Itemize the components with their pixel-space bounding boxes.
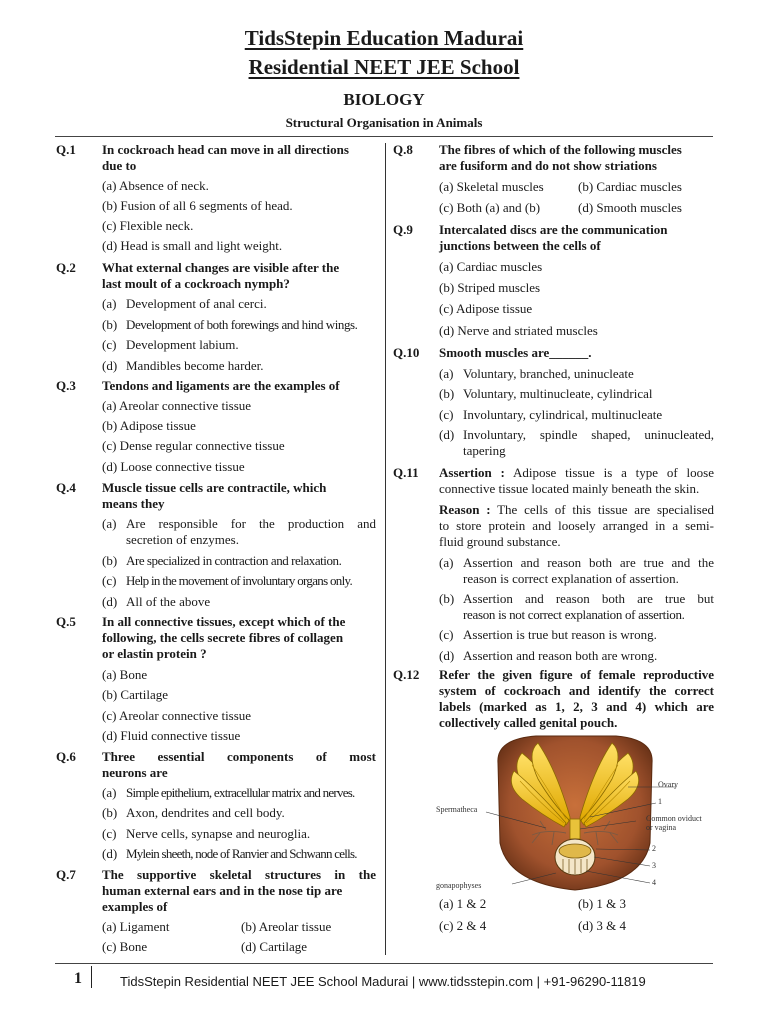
question-number: Q.6 [56,749,76,764]
footer-contact: TidsStepin Residential NEET JEE School Madurai | www.tidsstepin.com | +91-96290-11819 [120,974,646,989]
option-b: (b) Cardiac muscles [578,179,682,194]
option-a: (a) Areolar connective tissue [102,398,252,413]
option-d: Mandibles become harder. [126,358,264,373]
label-oviduct: Common oviduct [646,814,702,823]
option-b: (b) Fusion of all 6 segments of head. [102,198,293,213]
option-a: Simple epithelium, extracellular matrix and nerves. [126,785,355,800]
option-label: (d) [102,594,118,609]
question-text: means they [102,496,165,511]
option-label: (b) [102,805,118,820]
header-rule [55,136,713,137]
assertion-label: Assertion : [439,465,505,480]
assertion-text: connective tissue located mainly beneath the skin. [439,481,700,496]
footer-rule [55,963,713,964]
option-c: Help in the movement of involuntary organs only. [126,573,352,588]
option-label: (d) [102,358,118,373]
question-text: Muscle tissue cells are contractile, which [102,480,327,495]
question-text: following, the cells secrete fibres of collagen [102,630,344,645]
question-text: What external changes are visible after the [102,260,340,275]
option-a: Voluntary, branched, uninucleate [463,366,634,381]
question-text: Tendons and ligaments are the examples of [102,378,340,393]
question-text: In cockroach head can move in all directions [102,142,349,157]
option-label: (b) [439,591,455,606]
option-c: Assertion is true but reason is wrong. [463,627,657,642]
option-a: Development of anal cerci. [126,296,267,311]
question-text: or elastin protein ? [102,646,207,661]
reason-text: to store protein and loosely arranged in a semi- [439,518,714,533]
option-d: (d) Cartilage [241,939,308,954]
reason-label: Reason : [439,502,491,517]
option-label: (a) [439,366,454,381]
option-label: (d) [439,648,455,663]
assertion-line [439,465,714,482]
option-a-cont: secretion of enzymes. [126,532,239,547]
label-4: 4 [652,878,656,887]
option-label: (c) [439,407,454,422]
question-text: Refer the given figure of female reproductive [439,667,714,682]
reason-text: fluid ground substance. [439,534,561,549]
question-number: Q.10 [393,345,420,360]
option-d: (d) Head is small and light weight. [102,238,283,253]
question-number: Q.4 [56,480,76,495]
question-text: last moult of a cockroach nymph? [102,276,290,291]
option-a: Are responsible for the production and [126,516,376,531]
option-label: (d) [439,427,455,442]
question-number: Q.2 [56,260,76,275]
topic-title: Structural Organisation in Animals [285,115,483,130]
option-c: (c) Adipose tissue [439,301,533,316]
question-number: Q.9 [393,222,413,237]
option-c: (c) 2 & 4 [439,918,487,933]
option-b: Voluntary, multinucleate, cylindrical [463,386,653,401]
option-label: (a) [102,296,117,311]
option-b: Are specialized in contraction and relaxation. [126,553,342,568]
label-gonapophyses: gonapophyses [436,881,482,890]
cockroach-reproductive-figure [436,733,714,891]
question-text: neurons are [102,765,168,780]
question-text: are fusiform and do not show striations [439,158,657,173]
label-spermatheca: Spermatheca [436,805,478,814]
option-label: (a) [102,516,117,531]
question-number: Q.1 [56,142,76,157]
option-c: (c) Dense regular connective tissue [102,438,285,453]
option-a: (a) 1 & 2 [439,896,487,911]
option-a: Assertion and reason both are true and the [463,555,714,570]
question-text: due to [102,158,137,173]
option-label: (c) [102,573,117,588]
option-label: (b) [439,386,455,401]
institution-name: TidsStepin Education Madurai [244,26,524,50]
option-b: (b) 1 & 3 [578,896,627,911]
option-label: (c) [439,627,454,642]
option-d: (d) 3 & 4 [578,918,627,933]
option-d: (d) Smooth muscles [578,200,682,215]
option-d: Mylein sheeth, node of Ranvier and Schwann cells. [126,846,357,861]
option-b: (b) Cartilage [102,687,169,702]
label-ovary: Ovary [658,780,678,789]
option-c: (c) Both (a) and (b) [439,200,541,215]
option-label: (a) [102,785,117,800]
question-text: labels (marked as 1, 2, 3 and 4) which are [439,699,714,714]
question-text: In all connective tissues, except which of the [102,614,346,629]
subject-title: BIOLOGY [343,90,425,109]
option-label: (c) [102,337,117,352]
question-number: Q.11 [393,465,419,480]
question-text: junctions between the cells of [439,238,601,253]
school-name: Residential NEET JEE School [248,55,520,79]
option-d: Assertion and reason both are wrong. [463,648,658,663]
option-label: (a) [439,555,454,570]
question-text: Smooth muscles are______. [439,345,592,360]
option-d: (d) Nerve and striated muscles [439,323,598,338]
option-b-cont: reason is not correct explanation of assertion. [463,607,685,622]
label-2: 2 [652,844,656,853]
question-text: The supportive skeletal structures in the [102,867,376,882]
reason-text: The cells of this tissue are specialised [490,502,714,517]
option-c: (c) Areolar connective tissue [102,708,252,723]
question-text: Three essential components of most [102,749,376,764]
option-b: (b) Striped muscles [439,280,541,295]
option-c: (c) Bone [102,939,148,954]
question-number: Q.8 [393,142,413,157]
question-text: human external ears and in the nose tip are [102,883,343,898]
option-c: Development labium. [126,337,239,352]
label-3: 3 [652,861,656,870]
question-number: Q.12 [393,667,420,682]
option-c: Involuntary, cylindrical, multinucleate [463,407,663,422]
option-d-cont: tapering [463,443,506,458]
option-b: (b) Adipose tissue [102,418,196,433]
question-text: system of cockroach and identify the correct [439,683,714,698]
option-d: Involuntary, spindle shaped, uninucleated, [463,427,714,442]
question-number: Q.3 [56,378,76,393]
option-a: (a) Ligament [102,919,170,934]
question-text: examples of [102,899,168,914]
question-text: collectively called genital pouch. [439,715,618,730]
question-number: Q.7 [56,867,76,882]
label-1: 1 [658,797,662,806]
option-c: Nerve cells, synapse and neuroglia. [126,826,311,841]
option-b: Development of both forewings and hind wings. [126,317,358,332]
option-label: (c) [102,826,117,841]
option-label: (d) [102,846,118,861]
column-divider [385,143,386,955]
option-label: (b) [102,553,118,568]
footer-separator [91,966,92,988]
option-c: (c) Flexible neck. [102,218,194,233]
option-label: (b) [102,317,118,332]
option-d: (d) Fluid connective tissue [102,728,241,743]
reason-line [439,502,714,519]
option-a-cont: reason is correct explanation of assertion. [463,571,679,586]
option-d: All of the above [126,594,211,609]
assertion-text: Adipose tissue is a type of loose [504,465,714,480]
option-a: (a) Absence of neck. [102,178,209,193]
question-number: Q.5 [56,614,76,629]
question-text: Intercalated discs are the communication [439,222,668,237]
option-a: (a) Cardiac muscles [439,259,543,274]
question-text: The fibres of which of the following muscles [439,142,682,157]
label-vagina: or vagina [646,823,676,832]
option-a: (a) Bone [102,667,148,682]
option-b: Assertion and reason both are true but [463,591,714,606]
option-a: (a) Skeletal muscles [439,179,544,194]
option-d: (d) Loose connective tissue [102,459,245,474]
option-b: Axon, dendrites and cell body. [126,805,285,820]
option-b: (b) Areolar tissue [241,919,332,934]
page-number: 1 [74,970,82,987]
